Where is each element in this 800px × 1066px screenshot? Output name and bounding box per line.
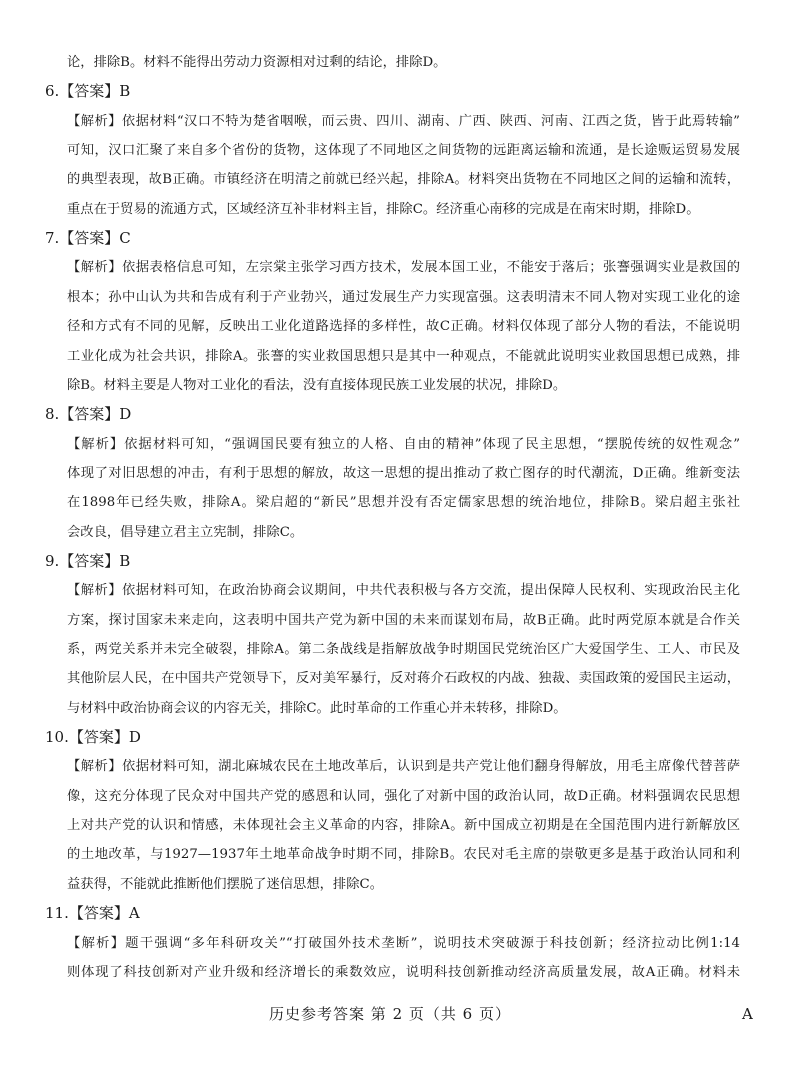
paragraph-line: 方案，探讨国家未来走向，这表明中国共产党为新中国的未来而谋划布局，故B正确。此时两党原本就是合作关 — [67, 612, 740, 628]
paragraph-line: 【解析】题干强调“多年科研攻关”“打破国外技术垄断”，说明技术突破源于科技创新；经济拉动比例1:14 — [67, 935, 740, 951]
paragraph-line: 【解析】依据材料可知，湖北麻城农民在土地改革后，认识到是共产党让他们翻身得解放，用毛主席像代替菩萨 — [67, 759, 740, 775]
paragraph-line: 益获得，不能就此推断他们摆脱了迷信思想，排除C。 — [67, 876, 384, 892]
paragraph-line: 径和方式有不同的见解，反映出工业化道路选择的多样性，故C正确。材料仅体现了部分人物的看法，不能说明 — [67, 319, 740, 335]
answer-heading-9: 9.【答案】B — [45, 551, 131, 570]
answer-heading-11: 11.【答案】A — [45, 904, 140, 923]
paragraph-line: 系，两党关系并未完全破裂，排除A。第二条战线是指解放战争时期国民党统治区广大爱国学生、工人、市民及 — [67, 642, 740, 657]
paragraph-line: 会改良，倡导建立君主立宪制，排除C。 — [67, 524, 304, 540]
paragraph-line: 体现了对旧思想的冲击，有利于思想的解放，故这一思想的提出推动了救亡图存的时代潮流，D正确。维新变法 — [67, 465, 740, 481]
paragraph-line: 的典型表现，故B正确。市镇经济在明清之前就已经兴起，排除A。材料突出货物在不同地区之间的运输和流转， — [67, 172, 740, 188]
paragraph-line: 论，排除B。材料不能得出劳动力资源相对过剩的结论，排除D。 — [67, 55, 447, 70]
page-footer — [0, 1003, 800, 1025]
paragraph-line: 的土地改革，与1927—1937年土地革命战争时期不同，排除B。农民对毛主席的崇敬更多是基于政治认同和利 — [67, 847, 740, 863]
paragraph-line: 除B。材料主要是人物对工业化的看法，没有直接体现民族工业发展的状况，排除D。 — [67, 377, 567, 393]
answer-heading-7: 7.【答案】C — [45, 229, 131, 248]
paragraph-line: 【解析】依据材料“汉口不特为楚省咽喉，而云贵、四川、湖南、广西、陕西、河南、江西之货，皆于此焉转输” — [67, 113, 740, 129]
page-number-label: 历史参考答案 第 2 页（共 6 页） — [269, 1005, 511, 1023]
answer-heading-6: 6.【答案】B — [45, 82, 131, 101]
paragraph-line: 【解析】依据材料可知，“强调国民要有独立的人格、自由的精神”体现了民主思想，“摆脱传统的奴性观念” — [67, 436, 740, 452]
paragraph-line: 工业化成为社会共识，排除A。张謇的实业救国思想只是其中一种观点，不能就此说明实业救国思想已成熟，排 — [67, 348, 740, 364]
paragraph-line: 其他阶层人民，在中国共产党领导下，反对美军暴行，反对蒋介石政权的内战、独裁、卖国政策的爱国民主运动， — [67, 671, 740, 687]
paragraph-line: 像，这充分体现了民众对中国共产党的感恩和认同，强化了对新中国的政治认同，故D正确。材料强调农民思想 — [67, 788, 740, 804]
paragraph-line: 上对共产党的认识和情感，未体现社会主义革命的内容，排除A。新中国成立初期是在全国范围内进行新解放区 — [67, 818, 740, 834]
paragraph-line: 在1898年已经失败，排除A。梁启超的“新民”思想并没有否定儒家思想的统治地位，排除B。梁启超主张社 — [67, 495, 740, 511]
paragraph-line: 则体现了科技创新对产业升级和经济增长的乘数效应，说明科技创新推动经济高质量发展，故A正确。材料未 — [67, 964, 740, 980]
paragraph-line: 【解析】依据表格信息可知，左宗棠主张学习西方技术，发展本国工业，不能安于落后；张謇强调实业是救国的 — [67, 260, 740, 276]
paragraph-line: 重点在于贸易的流通方式，区域经济互补非材料主旨，排除C。经济重心南移的完成是在南宋时期，排除D。 — [67, 201, 700, 217]
paragraph-line: 根本；孙中山认为共和告成有利于产业勃兴，通过发展生产力实现富强。这表明清末不同人物对实现工业化的途 — [67, 289, 740, 305]
paragraph-line: 可知，汉口汇聚了来自多个省份的货物，这体现了不同地区之间货物的远距离运输和流通，是长途贩运贸易发展 — [67, 143, 740, 159]
paper-version-label: A — [742, 1005, 753, 1023]
paragraph-line: 与材料中政治协商会议的内容无关，排除C。此时革命的工作重心并未转移，排除D。 — [67, 700, 567, 716]
answer-heading-10: 10.【答案】D — [45, 728, 141, 747]
paragraph-line: 【解析】依据材料可知，在政治协商会议期间，中共代表积极与各方交流，提出保障人民权利、实现政治民主化 — [67, 583, 740, 599]
answer-heading-8: 8.【答案】D — [45, 405, 132, 424]
